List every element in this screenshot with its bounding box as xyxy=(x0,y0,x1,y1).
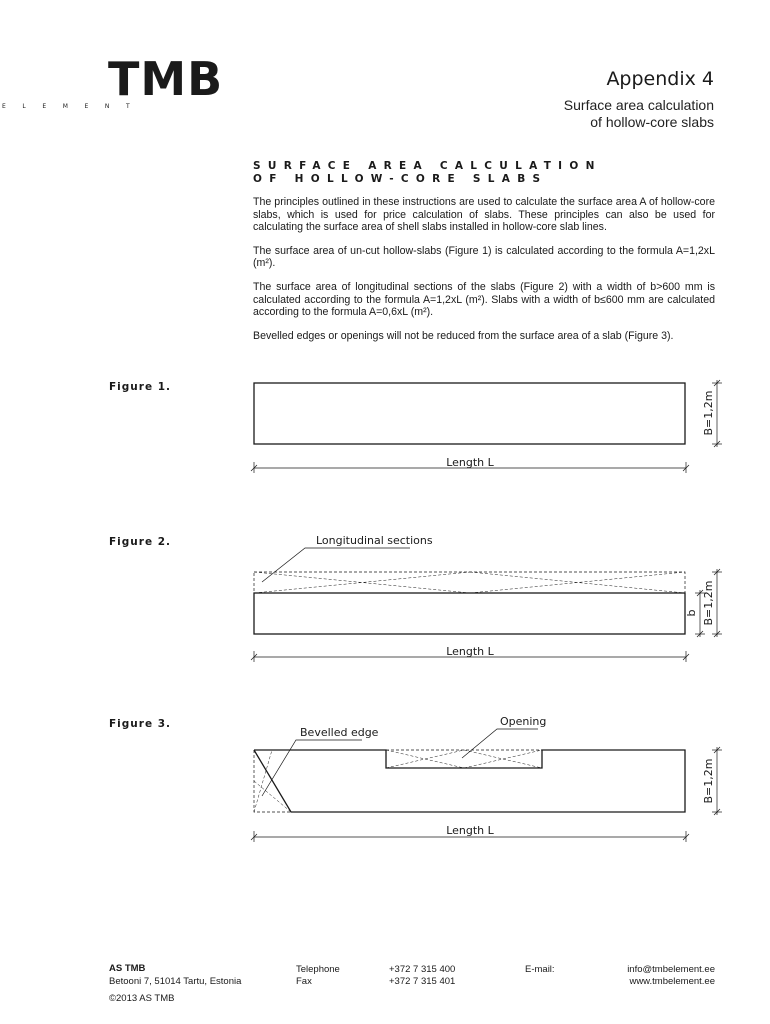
figure-2-longitudinal-sections xyxy=(254,572,685,593)
figure-3-width-label: B=1,2m xyxy=(702,758,715,804)
footer-email-label: E-mail: xyxy=(525,964,555,975)
paragraph-uncut: The surface area of un-cut hollow-slabs (Figure 1) is calculated according to the formula A=1,2xL (m²). xyxy=(253,244,715,270)
figure-2-length-label: Length L xyxy=(446,645,494,658)
footer-telephone: +372 7 315 400 xyxy=(389,964,456,975)
footer-fax-label: Fax xyxy=(296,976,312,987)
figure-1-width-label: B=1,2m xyxy=(702,390,715,436)
figure-1-slab xyxy=(254,383,685,444)
figure-3-bevel-cross-lines xyxy=(254,750,291,812)
footer-email-link[interactable]: info@tmbelement.ee xyxy=(627,964,715,975)
page-subtitle-line2: of hollow-core slabs xyxy=(590,114,714,130)
footer-website-link[interactable]: www.tmbelement.ee xyxy=(629,976,715,987)
figure-2-width-label: B=1,2m xyxy=(702,580,715,626)
figure-3-label: Figure 3. xyxy=(109,718,172,730)
logo-subtitle: ELEMENT xyxy=(2,103,147,110)
footer-address: Betooni 7, 51014 Tartu, Estonia xyxy=(109,976,242,987)
figure-3-callout-leaders xyxy=(262,729,538,796)
figure-2-label: Figure 2. xyxy=(109,536,172,548)
figure-3-slab xyxy=(254,750,685,812)
figure-3-opening-label: Opening xyxy=(500,715,547,728)
footer-copyright: ©2013 AS TMB xyxy=(109,993,175,1004)
paragraph-longitudinal: The surface area of longitudinal sections of the slabs (Figure 2) with a width of b>600 mm is calculated according to the formula A=1,2xL (m²). Slabs with a width of b≤600 mm are calculated according to the formula A=0,6xL (m²). xyxy=(253,280,715,319)
section-heading-line2: OF HOLLOW-CORE SLABS xyxy=(253,173,548,185)
paragraph-bevelled: Bevelled edges or openings will not be reduced from the surface area of a slab (Figure 3). xyxy=(253,329,674,342)
figure-3-bevel-label: Bevelled edge xyxy=(300,726,379,739)
figure-1-label: Figure 1. xyxy=(109,381,172,393)
paragraph-intro: The principles outlined in these instructions are used to calculate the surface area A of hollow-core slabs, which is used for price calculation of slabs. These principles can also be used for calculating the surface area of shell slabs installed in hollow-core slab lines. xyxy=(253,196,715,234)
page-subtitle-line1: Surface area calculation xyxy=(563,97,714,113)
footer-company: AS TMB xyxy=(109,963,146,974)
figure-3-opening-outline xyxy=(386,750,542,768)
footer-fax: +372 7 315 401 xyxy=(389,976,456,987)
footer-telephone-label: Telephone xyxy=(296,964,340,975)
figure-3-length-label: Length L xyxy=(446,824,494,837)
page-title: Appendix 4 xyxy=(606,68,714,90)
figure-2-callout-leader xyxy=(262,548,410,582)
figure-2-b-label: b xyxy=(685,609,698,617)
section-heading-line1: SURFACE AREA CALCULATION xyxy=(253,160,602,172)
figure-2-callout-label: Longitudinal sections xyxy=(316,534,433,547)
figure-2-section-cross-lines xyxy=(254,572,685,593)
figure-1-length-label: Length L xyxy=(446,456,494,469)
figure-2-slab xyxy=(254,593,685,634)
figure-3-opening-cross-lines xyxy=(386,750,542,768)
logo-wordmark: TMB xyxy=(108,52,224,106)
